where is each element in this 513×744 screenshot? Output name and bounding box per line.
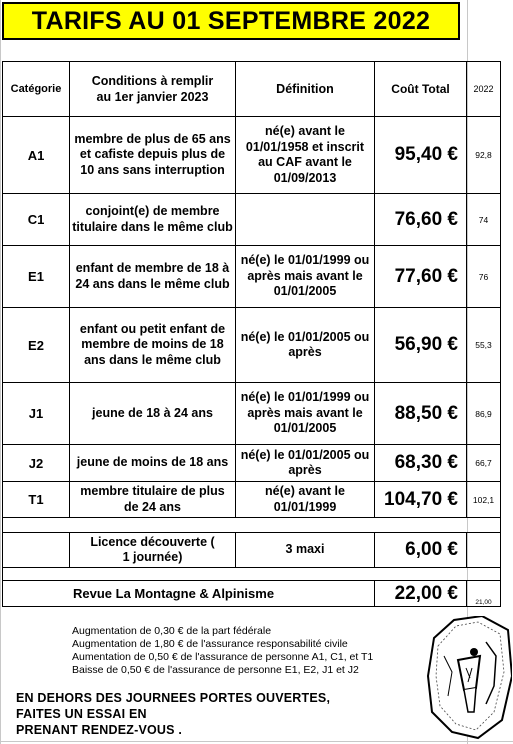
price-2022-cell: 55,3 (467, 308, 501, 383)
conditions-cell: jeune de 18 à 24 ans (70, 383, 236, 445)
note-line: Augmentation de 0,30 € de la part fédérale (72, 625, 272, 637)
price-cell: 77,60 € (375, 246, 467, 308)
conditions-cell: jeune de moins de 18 ans (70, 445, 236, 482)
table-row (3, 445, 501, 482)
decouverte-definition: 3 maxi (236, 533, 375, 568)
header-year: 2022 (467, 62, 501, 117)
price-cell: 56,90 € (375, 308, 467, 383)
definition-cell: né(e) avant le 01/01/1958 et inscrit au CAF avant le 01/09/2013 (236, 117, 375, 194)
table-row (3, 117, 501, 194)
definition-cell: né(e) le 01/01/2005 ou après (236, 308, 375, 383)
price-cell: 95,40 € (375, 117, 467, 194)
category-cell: T1 (3, 482, 70, 518)
warning-line: EN DEHORS DES JOURNEES PORTES OUVERTES, (16, 691, 331, 705)
table-row (3, 383, 501, 445)
header-category: Catégorie (3, 62, 70, 117)
warning-line: PRENANT RENDEZ-VOUS . (16, 723, 183, 737)
tarif-table (2, 61, 501, 607)
header-conditions-line2: au 1er janvier 2023 (96, 90, 209, 104)
header-conditions-line1: Conditions à remplir (91, 74, 214, 88)
price-2022-cell: 74 (467, 194, 501, 246)
warning-line: FAITES UN ESSAI EN (16, 707, 147, 721)
revue-row (3, 581, 501, 607)
header-definition: Définition (236, 62, 375, 117)
conditions-cell: membre titulaire de plus de 24 ans (70, 482, 236, 518)
revue-price: 22,00 € (375, 581, 467, 607)
warning-block (16, 690, 330, 738)
price-cell: 104,70 € (375, 482, 467, 518)
note-line: Augmentation de 1,80 € de l'assurance responsabilité civile (72, 638, 348, 650)
header-conditions (70, 62, 236, 117)
category-cell: J2 (3, 445, 70, 482)
price-2022-cell: 92,8 (467, 117, 501, 194)
conditions-cell: conjoint(e) de membre titulaire dans le même club (70, 194, 236, 246)
category-cell: A1 (3, 117, 70, 194)
note-line: Baisse de 0,50 € de l'assurance de personne E1, E2, J1 et J2 (72, 664, 359, 676)
header-total: Coût Total (375, 62, 467, 117)
empty-cell (467, 533, 501, 568)
table-row (3, 194, 501, 246)
page-title: TARIFS AU 01 SEPTEMBRE 2022 (2, 2, 460, 40)
price-2022-cell: 76 (467, 246, 501, 308)
climber-logo-icon (424, 616, 512, 740)
price-2022-cell: 86,9 (467, 383, 501, 445)
revue-label: Revue La Montagne & Alpinisme (3, 581, 375, 607)
price-cell: 88,50 € (375, 383, 467, 445)
header-row (3, 62, 501, 117)
category-cell: E2 (3, 308, 70, 383)
definition-cell: né(e) avant le 01/01/1999 (236, 482, 375, 518)
conditions-cell: enfant ou petit enfant de membre de moins de 18 ans dans le même club (70, 308, 236, 383)
price-cell: 76,60 € (375, 194, 467, 246)
table-row (3, 246, 501, 308)
price-2022-cell: 102,1 (467, 482, 501, 518)
definition-cell (236, 194, 375, 246)
table-row (3, 482, 501, 518)
table-row (3, 308, 501, 383)
empty-cell (3, 533, 70, 568)
definition-cell: né(e) le 01/01/2005 ou après (236, 445, 375, 482)
category-cell: C1 (3, 194, 70, 246)
decouverte-price: 6,00 € (375, 533, 467, 568)
decouverte-label: Licence découverte ( 1 journée) (70, 533, 236, 568)
revue-price-2022: 21,00 (467, 581, 501, 607)
category-cell: J1 (3, 383, 70, 445)
conditions-cell: membre de plus de 65 ans et cafiste depuis plus de 10 ans sans interruption (70, 117, 236, 194)
spacer-row (3, 568, 501, 581)
definition-cell: né(e) le 01/01/1999 ou après mais avant le 01/01/2005 (236, 383, 375, 445)
notes-block (72, 625, 373, 677)
price-cell: 68,30 € (375, 445, 467, 482)
decouverte-row (3, 533, 501, 568)
spacer-row (3, 518, 501, 533)
category-cell: E1 (3, 246, 70, 308)
price-2022-cell: 66,7 (467, 445, 501, 482)
note-line: Aumentation de 0,50 € de l'assurance de personne A1, C1, et T1 (72, 651, 374, 663)
conditions-cell: enfant de membre de 18 à 24 ans dans le même club (70, 246, 236, 308)
definition-cell: né(e) le 01/01/1999 ou après mais avant le 01/01/2005 (236, 246, 375, 308)
